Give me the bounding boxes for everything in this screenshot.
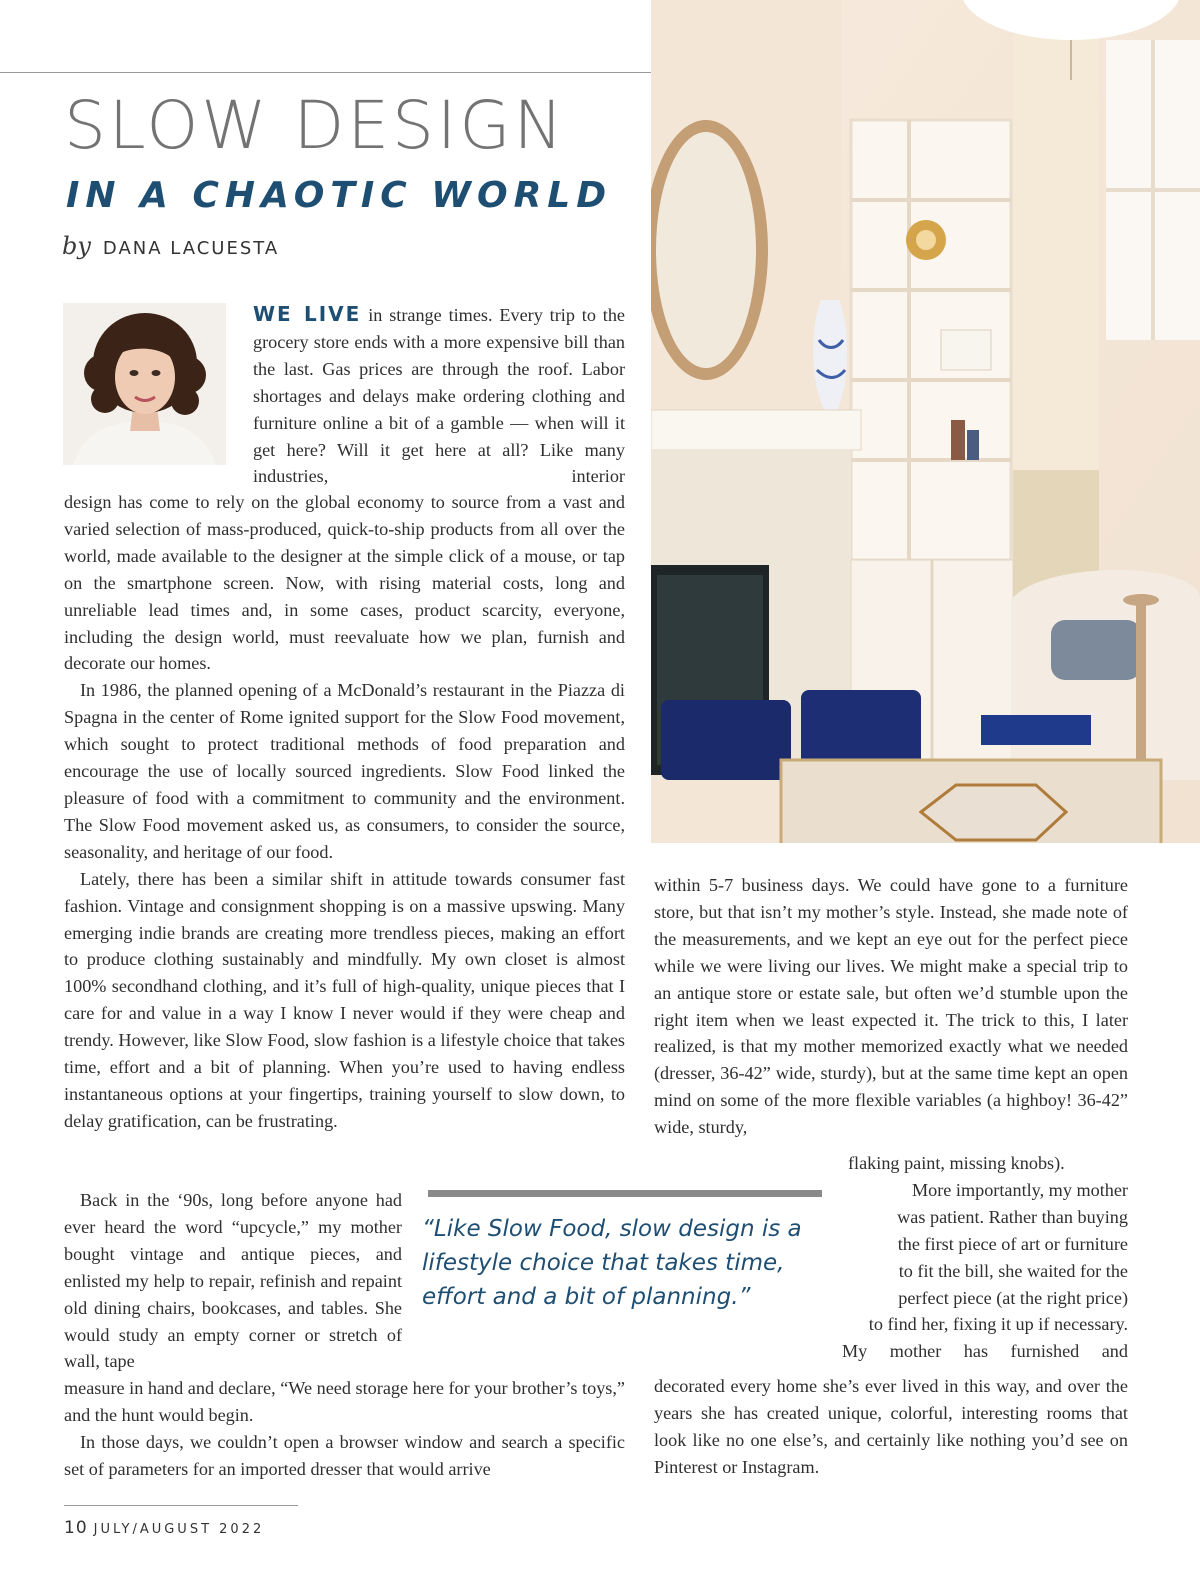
article-column-left [64, 489, 625, 1135]
author-name: DANA LACUESTA [102, 238, 280, 259]
lead-in: WE LIVE [253, 302, 362, 326]
article-column-right-narrow [830, 1150, 1128, 1365]
interior-photo [651, 0, 1200, 843]
byline-by: by [62, 232, 91, 260]
footer-rule [64, 1505, 298, 1506]
article-title: SLOW DESIGN [64, 87, 566, 164]
line: to find her, fixing it up if necessary. [868, 1314, 1128, 1335]
line: More importantly, my mother [911, 1179, 1128, 1200]
article-subtitle: IN A CHAOTIC WORLD [66, 175, 613, 216]
paragraph-1-wrap [253, 301, 625, 490]
paragraph-4-wrap: Back in the ‘90s, long before anyone had ever heard the word “upcycle,” my mother bought vintage and antique pieces, and enlisted my help to repair, refinish and repaint old dining chairs, bookcases, and tables. She would study an empty corner or stretch of wall, tape [64, 1190, 402, 1372]
line: the first piece of art or furniture [897, 1233, 1128, 1254]
paragraph-3: Lately, there has been a similar shift in attitude towards consumer fast fashion. Vintage and consignment shopping is on a massive upswing. Many emerging indie brands are creating more trendless pieces, making an effort to produce clothing sustainably and mindfully. My own closet is almost 100% secondhand clothing, and it’s full of high-quality, unique pieces that I care for and value in a way I know I never would if they were cheap and trendy. However, like Slow Food, slow fashion is a lifestyle choice that takes time, effort and a bit of planning. When you’re used to having endless instantaneous options at your fingertips, training yourself to slow down, to delay gratification, can be frustrating. [64, 868, 625, 1131]
pull-quote: “Like Slow Food, slow design is a lifestyle choice that takes time, effort and a bit of planning.” [422, 1216, 802, 1310]
line: the grocery store ends with a more expensive [253, 305, 626, 352]
page-footer [64, 1518, 264, 1538]
line: in strange times. Every trip to [368, 305, 596, 325]
issue-date: JULY/AUGUST 2022 [93, 1522, 265, 1537]
line: perfect piece (at the right price) [898, 1287, 1128, 1308]
line: ordering clothing and furniture online a bit [253, 385, 626, 433]
line: My mother has furnished and [842, 1341, 1128, 1362]
paragraph-6 [830, 1177, 1128, 1338]
line: to fit the bill, she waited for the [898, 1260, 1128, 1281]
paragraph-5-continued: within 5-7 business days. We could have gone to a furniture store, but that isn’t my mother’s style. Instead, she made note of the measurements, and we kept an eye out for the perfect piece while we were living our lives. We might make a special trip to an antique store or estate sale, but often we’d stumble upon the right item when we least expected it. The trick to this, I later realized, is that my mother memorized exactly what we needed (dresser, 36-42” wide, sturdy), but at the same time kept an open mind on some of the more flexible variables (a highboy! 36-42” wide, sturdy, [654, 875, 1128, 1138]
line: was patient. Rather than buying [897, 1206, 1128, 1227]
line: the roof. Labor shortages and delays make [253, 358, 626, 406]
byline [62, 232, 279, 268]
paragraph-1-rest: design has come to rely on the global economy to source from a vast and varied selection of mass-produced, quick-to-ship products from all over the world, made available to the designer at the simple click of a mouse, or tap on the smartphone screen. Now, with rising material costs, long and unreliable lead times and, in some cases, product scarcity, everyone, including the design world, must reevaluate how we plan, furnish and decorate our homes. [64, 492, 625, 674]
paragraph-5-end: flaking paint, missing knobs). [848, 1153, 1065, 1173]
article-column-right-bottom [654, 1373, 1128, 1481]
paragraph-2: In 1986, the planned opening of a McDonald’s restaurant in the Piazza di Spagna in the center of Rome ignited support for the Slow Food movement, which sought to protect traditional methods of food preparation and encourage the use of locally sourced ingredients. Slow Food linked the pleasure of food with a commitment to community and the environment. The Slow Food movement asked us, as consumers, to consider the source, seasonality, and heritage of our food. [64, 680, 625, 862]
paragraph-7-rest: decorated every home she’s ever lived in this way, and over the years she has created unique, colorful, interesting rooms that look like no one else’s, and certainly like nothing you’d see on Pinterest or Instagram. [654, 1376, 1128, 1477]
line: bill than the last. Gas prices are through [253, 331, 625, 379]
author-portrait [63, 303, 226, 465]
line: of a gamble — when will it get here? Will it [253, 412, 625, 460]
line: get here at all? Like many industries, interior [253, 439, 625, 487]
article-column-left-narrow [64, 1187, 402, 1375]
article-column-left-top [253, 301, 625, 490]
paragraph-7-first [830, 1338, 1128, 1365]
pull-quote-rule [428, 1190, 822, 1197]
article-column-right-top [654, 872, 1128, 1141]
paragraph-5: In those days, we couldn’t open a browser window and search a specific set of parameters for an imported dresser that would arrive [64, 1431, 625, 1479]
article-column-left-bottom [64, 1375, 625, 1483]
page-number: 10 [64, 1518, 88, 1538]
paragraph-4-rest: measure in hand and declare, “We need storage here for your brother’s toys,” and the hunt would begin. [64, 1378, 625, 1425]
top-rule [0, 72, 651, 73]
